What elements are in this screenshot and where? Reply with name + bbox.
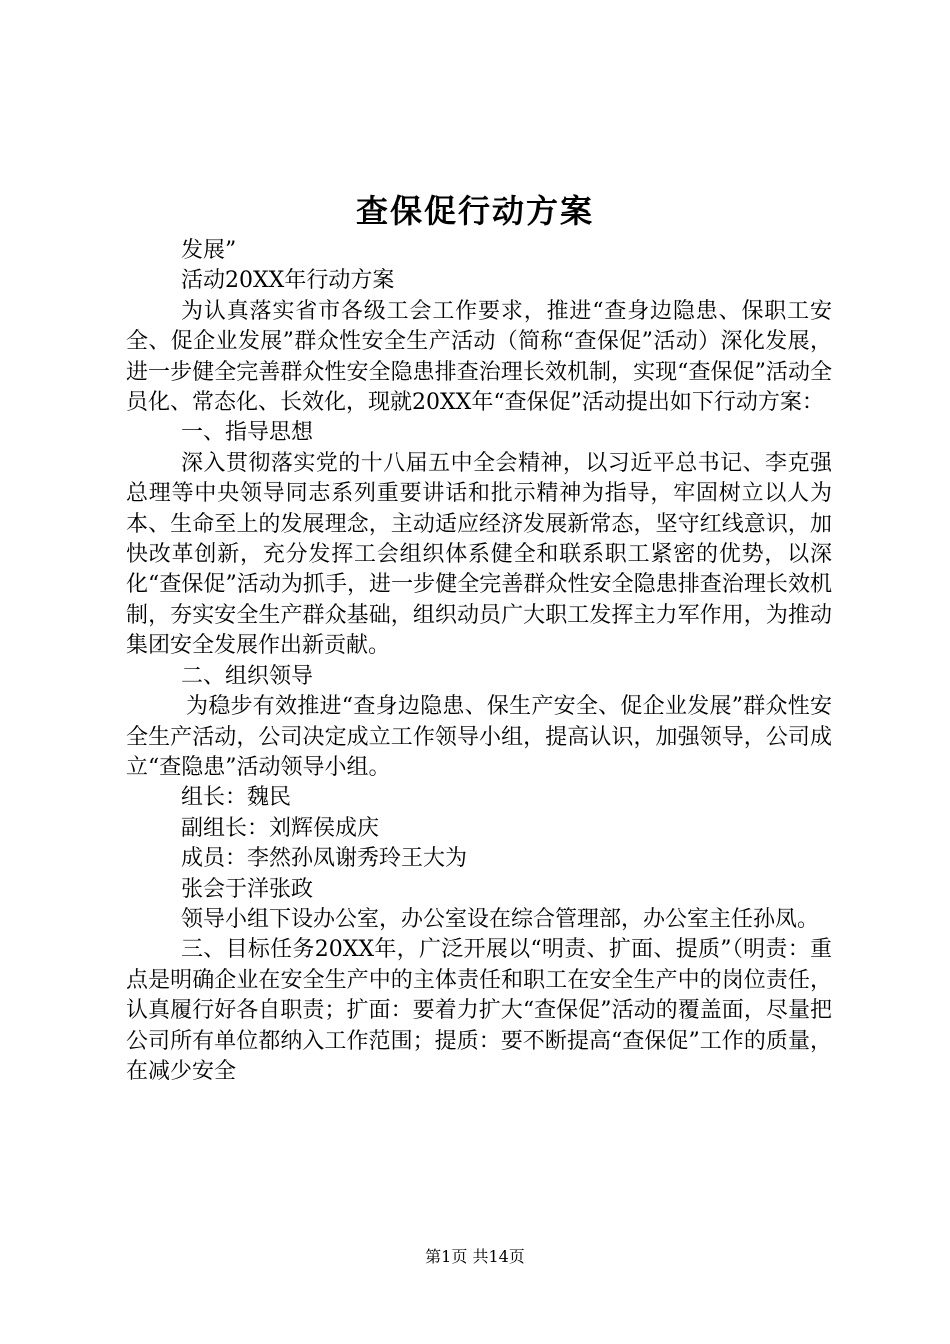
paragraph: 成员：李然孙凤谢秀玲王大为 (181, 846, 468, 872)
section-heading: 一、指导思想 (181, 420, 314, 446)
paragraph: 组长：魏民 (181, 785, 292, 811)
paragraph: 活动20XX年行动方案 (181, 268, 395, 294)
paragraph: 领导小组下设办公室，办公室设在综合管理部，办公室主任孙凤。 (181, 906, 820, 932)
paragraph: 为稳步有效推进“查身边隐患、保生产安全、促企业发展”群众性安全生产活动，公司决定成立工作领导小组，提高认识，加强领导，公司成立“查隐患”活动领导小组。 (126, 694, 832, 780)
section-heading: 二、组织领导 (181, 663, 314, 689)
paragraph: 为认真落实省市各级工会工作要求，推进“查身边隐患、保职工安全、促企业发展”群众性安全生产活动（简称“查保促”活动）深化发展，进一步健全完善群众性安全隐患排查治理长效机制，实现“查保促”活动全员化、常态化、长效化，现就20XX年“查保促”活动提出如下行动方案： (126, 298, 832, 416)
paragraph: 副组长：刘辉侯成庆 (181, 815, 380, 841)
paragraph: 三、目标任务20XX年，广泛开展以“明责、扩面、提质”（明责：重点是明确企业在安全生产中的主体责任和职工在安全生产中的岗位责任，认真履行好各自职责；扩面：要着力扩大“查保促”活动的覆盖面，尽量把公司所有单位都纳入工作范围；提质：要不断提高“查保促”工作的质量，在减少安全 (126, 937, 832, 1084)
paragraph: 发展” (181, 238, 237, 263)
page-footer: 第1页 共14页 (425, 1247, 525, 1266)
paragraph: 深入贯彻落实党的十八届五中全会精神，以习近平总书记、李克强总理等中央领导同志系列重要讲话和批示精神为指导，牢固树立以人为本、生命至上的发展理念，主动适应经济发展新常态，坚守红线意识，加快改革创新，充分发挥工会组织体系健全和联系职工紧密的优势，以深化“查保促”活动为抓手，进一步健全完善群众性安全隐患排查治理长效机制，夯实安全生产群众基础，组织动员广大职工发挥主力军作用，为推动集团安全发展作出新贡献。 (126, 450, 832, 659)
document-body (126, 236, 832, 1087)
paragraph: 张会于洋张政 (181, 876, 314, 902)
document-title: 查保促行动方案 (355, 192, 594, 230)
